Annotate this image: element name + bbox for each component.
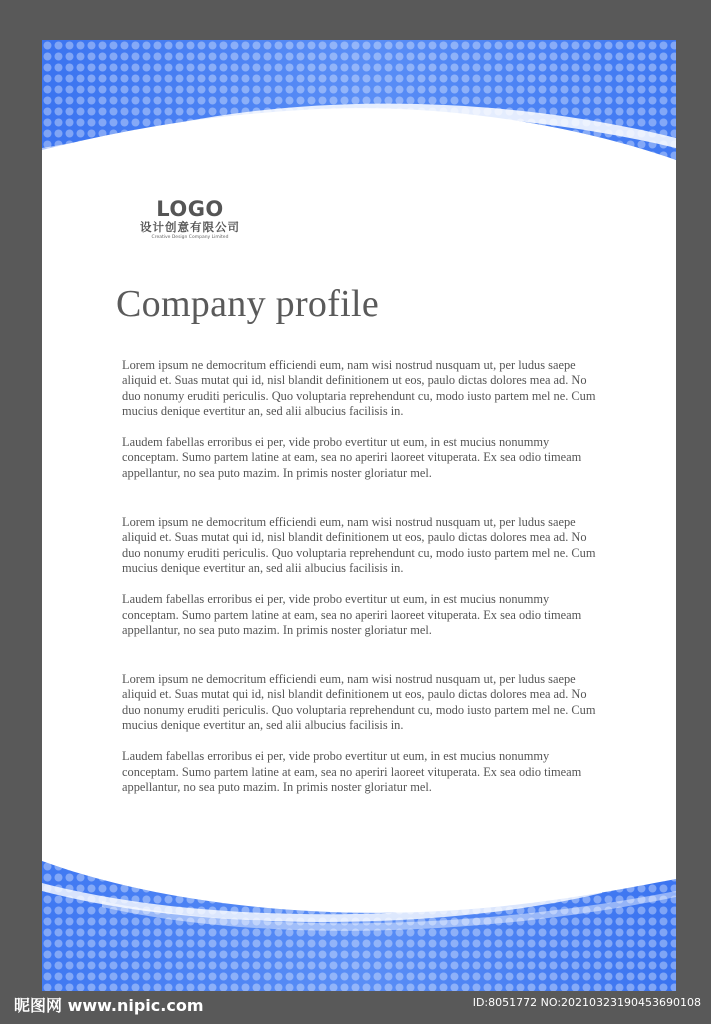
- paragraph: Lorem ipsum ne democritum efficiendi eum, nam wisi nostrud nusquam ut, per ludus saepe aliquid et. Suas mutat qui id, nisl blandit definitionem ut eos, paulo dictas dolores mea ad. No duo nonumy eruditi periculis. Quo voluptaria reprehendunt cu, modo iusto partem mel ne. Cum mucius denique evertitur an, sed alii albucius facilisis in.: [122, 358, 596, 418]
- logo-text: LOGO: [156, 197, 224, 221]
- image-id-watermark: ID:8051772 NO:20210323190453690108: [472, 996, 701, 1009]
- paragraph: Lorem ipsum ne democritum efficiendi eum, nam wisi nostrud nusquam ut, per ludus saepe aliquid et. Suas mutat qui id, nisl blandit definitionem ut eos, paulo dictas dolores mea ad. No duo nonumy eruditi periculis. Quo voluptaria reprehendunt cu, modo iusto partem mel ne. Cum mucius denique evertitur an, sed alii albucius facilisis in.: [122, 515, 596, 575]
- paragraph: Laudem fabellas erroribus ei per, vide probo evertitur ut eum, in est mucius nonummy conceptam. Sumo partem latine at eam, sea no aperiri laoreet vituperata. Ex sea odio timeam appellantur, no sea puto mazim. In primis noster gloriatur mel.: [122, 592, 582, 637]
- top-wave-decoration: [42, 40, 676, 210]
- body-text: [122, 358, 602, 795]
- letterhead-page: [42, 40, 676, 991]
- paragraph: Laudem fabellas erroribus ei per, vide probo evertitur ut eum, in est mucius nonummy conceptam. Sumo partem latine at eam, sea no aperiri laoreet vituperata. Ex sea odio timeam appellantur, no sea puto mazim. In primis noster gloriatur mel.: [122, 435, 582, 480]
- logo-company-name-en: Creative Design Company Limited: [151, 235, 229, 240]
- company-logo: [120, 198, 260, 242]
- site-watermark: 昵图网 www.nipic.com: [14, 996, 204, 1015]
- paragraph: Laudem fabellas erroribus ei per, vide probo evertitur ut eum, in est mucius nonummy conceptam. Sumo partem latine at eam, sea no aperiri laoreet vituperata. Ex sea odio timeam appellantur, no sea puto mazim. In primis noster gloriatur mel.: [122, 749, 582, 794]
- logo-company-name-cn: 设计创意有限公司: [140, 220, 240, 234]
- bottom-wave-decoration: [42, 861, 676, 991]
- page-title: Company profile: [116, 283, 380, 325]
- paragraph: Lorem ipsum ne democritum efficiendi eum, nam wisi nostrud nusquam ut, per ludus saepe aliquid et. Suas mutat qui id, nisl blandit definitionem ut eos, paulo dictas dolores mea ad. No duo nonumy eruditi periculis. Quo voluptaria reprehendunt cu, modo iusto partem mel ne. Cum mucius denique evertitur an, sed alii albucius facilisis in.: [122, 672, 596, 733]
